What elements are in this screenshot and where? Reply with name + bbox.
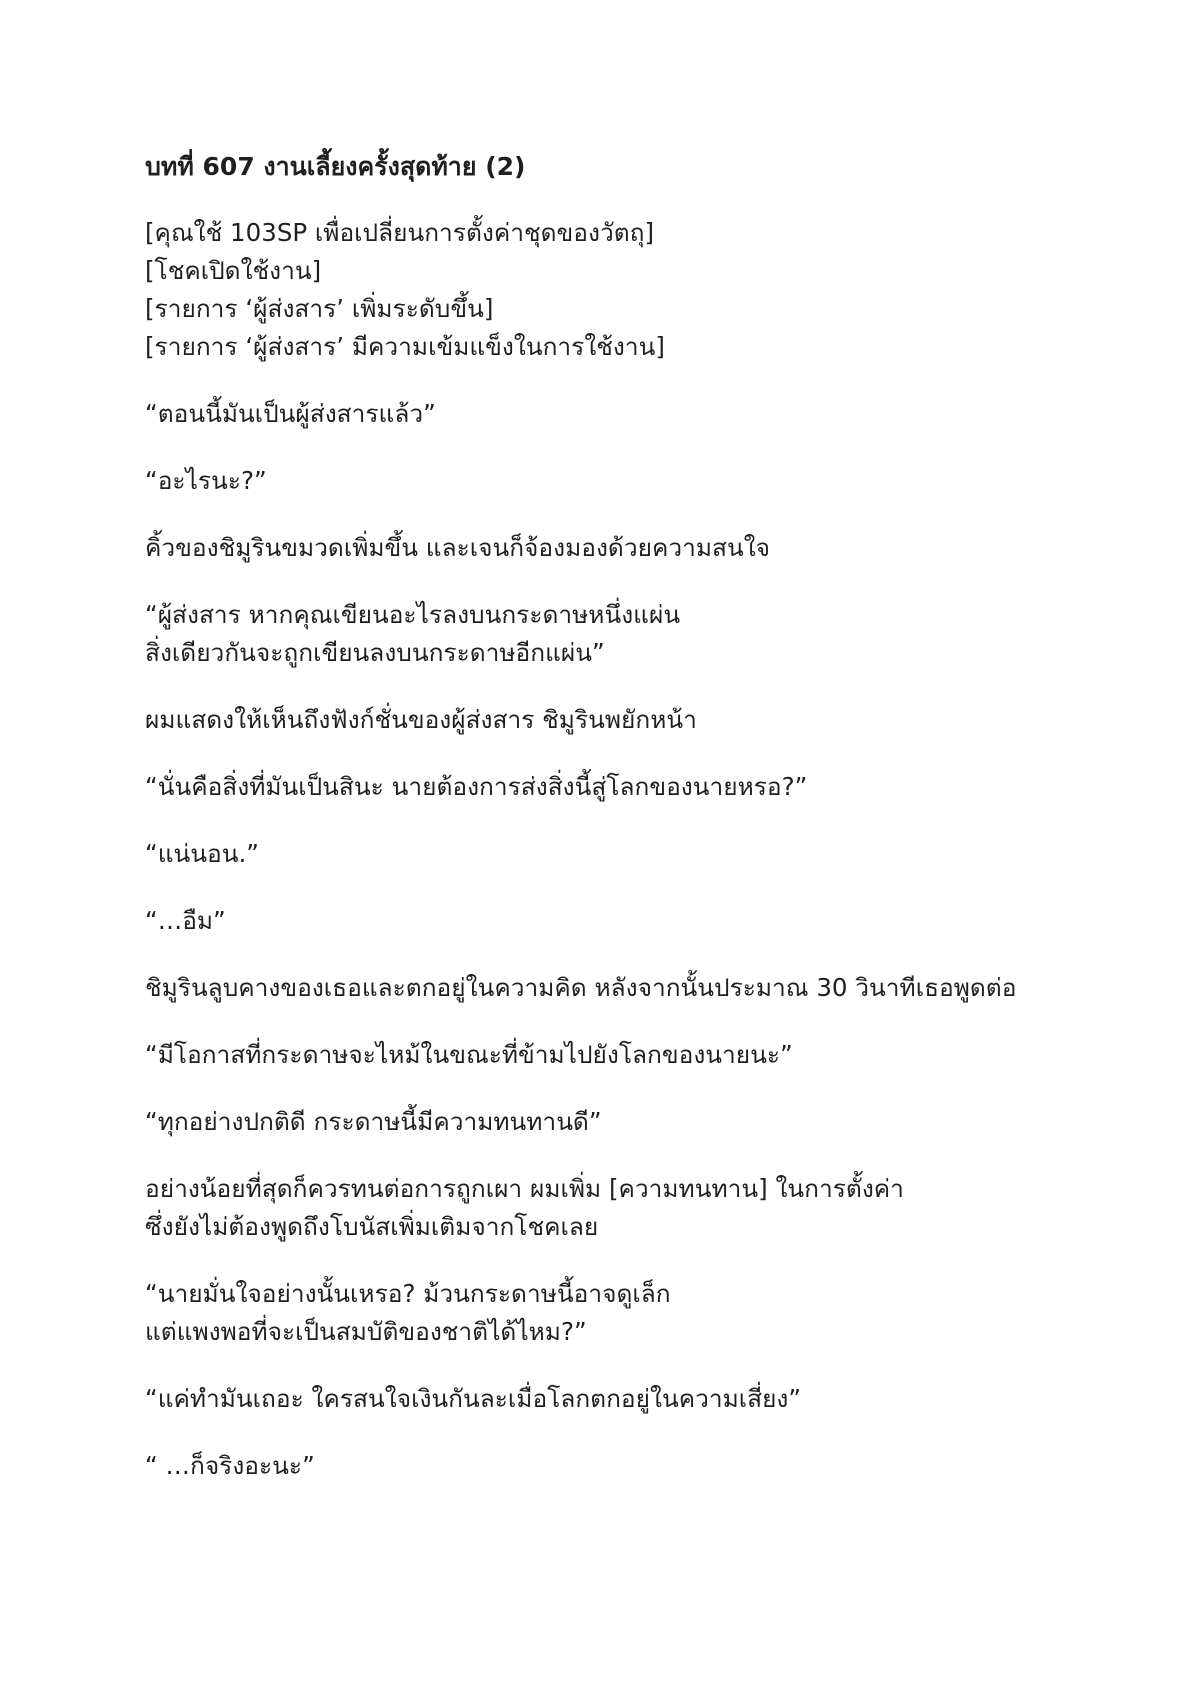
paragraph <box>145 596 1125 672</box>
paragraph: “ทุกอย่างปกติดี กระดาษนี้มีความทนทานดี” <box>145 1107 602 1136</box>
paragraph: “แค่ทำมันเถอะ ใครสนใจเงินกันละเมื่อโลกตกอยู่ในความเสี่ยง” <box>145 1384 802 1413</box>
system-message: [รายการ ‘ผู้ส่งสาร’ มีความเข้มแข็งในการใช้งาน] <box>145 332 665 361</box>
paragraph <box>145 1170 1125 1246</box>
document-page <box>145 150 1125 1514</box>
paragraph-line: “ผู้ส่งสาร หากคุณเขียนอะไรลงบนกระดาษหนึ่งแผ่น <box>145 600 681 629</box>
paragraph: ผมแสดงให้เห็นถึงฟังก์ชั่นของผู้ส่งสาร ชิมูรินพยักหน้า <box>145 705 697 734</box>
paragraph-line: ซึ่งยังไม่ต้องพูดถึงโบนัสเพิ่มเติมจากโชคเลย <box>145 1212 599 1241</box>
paragraph: “แน่นอน.” <box>145 839 259 868</box>
paragraph-line: อย่างน้อยที่สุดก็ควรทนต่อการถูกเผา ผมเพิ่ม [ความทนทาน] ในการตั้งค่า <box>145 1174 904 1203</box>
paragraph: ชิมูรินลูบคางของเธอและตกอยู่ในความคิด หลังจากนั้นประมาณ 30 วินาทีเธอพูดต่อ <box>145 973 1017 1002</box>
system-messages <box>145 214 1125 366</box>
system-message: [คุณใช้ 103SP เพื่อเปลี่ยนการตั้งค่าชุดของวัตถุ] <box>145 218 655 247</box>
paragraph: “ตอนนี้มันเป็นผู้ส่งสารแล้ว” <box>145 399 436 428</box>
paragraph: “นั่นคือสิ่งที่มันเป็นสินะ นายต้องการส่งสิ่งนี้สู่โลกของนายหรอ?” <box>145 772 808 801</box>
paragraph: “มีโอกาสที่กระดาษจะไหม้ในขณะที่ข้ามไปยังโลกของนายนะ” <box>145 1040 793 1069</box>
paragraph <box>145 1275 1125 1351</box>
paragraph-line: แต่แพงพอที่จะเป็นสมบัติของชาติได้ไหม?” <box>145 1317 587 1346</box>
paragraph-line: “นายมั่นใจอย่างนั้นเหรอ? ม้วนกระดาษนี้อาจดูเล็ก <box>145 1279 671 1308</box>
paragraph: คิ้วของชิมูรินขมวดเพิ่มขึ้น และเจนก็จ้องมองด้วยความสนใจ <box>145 533 771 562</box>
system-message: [โชคเปิดใช้งาน] <box>145 256 322 285</box>
paragraph-line: สิ่งเดียวกันจะถูกเขียนลงบนกระดาษอีกแผ่น” <box>145 638 605 667</box>
chapter-title: บทที่ 607 งานเลี้ยงครั้งสุดท้าย (2) <box>145 152 526 181</box>
system-message: [รายการ ‘ผู้ส่งสาร’ เพิ่มระดับขึ้น] <box>145 294 494 323</box>
paragraph: “ …ก็จริงอะนะ” <box>145 1451 315 1480</box>
paragraph: “อะไรนะ?” <box>145 466 267 495</box>
paragraph: “…อืม” <box>145 906 226 935</box>
